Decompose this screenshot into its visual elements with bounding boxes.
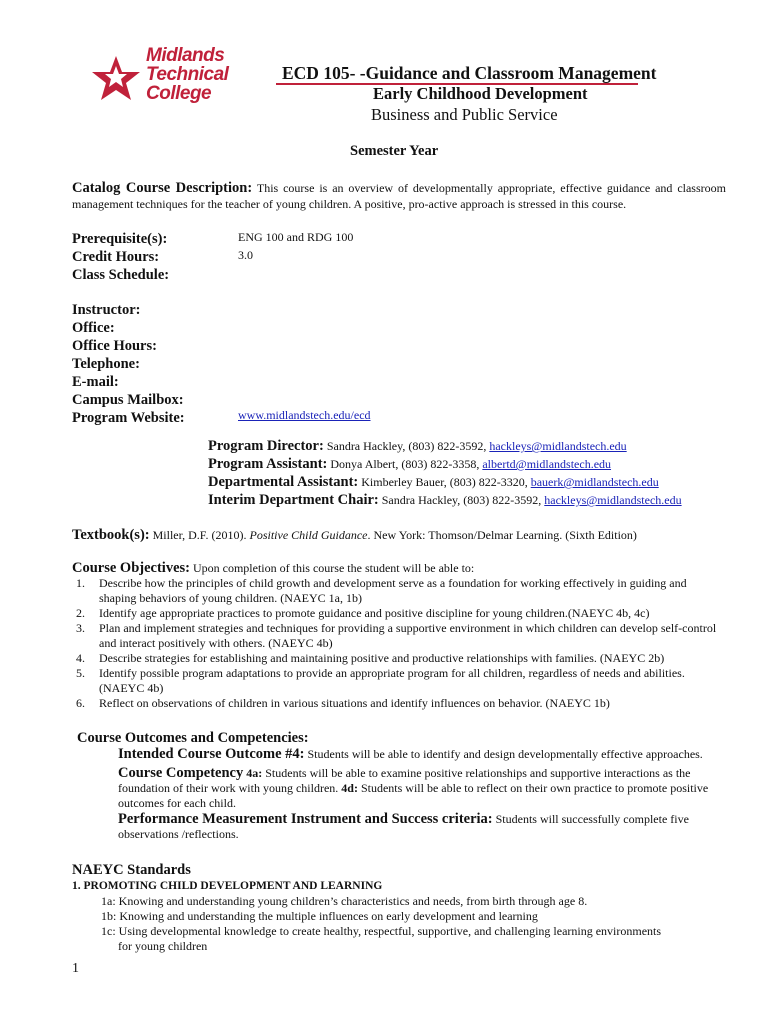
item-text: Identify age appropriate practices to promote guidance and positive discipline for young children.(NAEYC 4b, 4c) [99,606,650,620]
telephone-label: Telephone: [72,356,140,372]
class-schedule-label: Class Schedule: [72,267,170,283]
objectives-intro: Upon completion of this course the student will be able to: [192,561,475,575]
contact-email-link[interactable]: hackleys@midlandstech.edu [489,439,627,453]
course-title: ECD 105- -Guidance and Classroom Management [282,63,657,83]
logo-line-2: Technical [146,64,229,85]
textbook-label: Textbook(s): [72,527,150,543]
list-item [72,696,722,711]
intended-outcome-label: Intended Course Outcome #4: [118,746,305,762]
competency-4d-text: Students will be able to reflect on their own practice to promote positive outcomes for each child. [118,781,709,810]
contact-email-link[interactable]: hackleys@midlandstech.edu [544,493,682,507]
item-number: 4. [76,651,85,665]
objectives-list [72,576,722,711]
list-item [72,666,722,696]
page-number: 1 [72,961,79,976]
textbook-title: Positive Child Guidance [249,528,368,542]
contacts-block [208,437,682,509]
semester-label: Semester Year [350,143,439,159]
contact-role: Interim Department Chair: [208,492,379,508]
contact-row [208,473,682,491]
office-label: Office: [72,320,115,336]
campus-mailbox-label: Campus Mailbox: [72,392,184,408]
program-name: Early Childhood Development [373,84,588,103]
item-number: 1. [76,576,85,590]
catalog-description [72,180,726,212]
objectives-heading [72,560,474,577]
item-text: Reflect on observations of children in various situations and identify influences on behavior. (NAEYC 1b) [99,696,610,710]
contact-info: Donya Albert, (803) 822-3358, [330,457,480,471]
catalog-text: This course is an overview of developmentally appropriate, effective guidance and classroom management techniques for the teacher of young children. A positive, pro-active approach is stressed in this course. [72,181,726,211]
list-item [72,576,722,606]
pmi-text: Students will successfully complete five observations /reflections. [118,812,689,841]
division-name: Business and Public Service [371,105,558,124]
contact-email-link[interactable]: albertd@midlandstech.edu [482,457,612,471]
contact-email-link[interactable]: bauerk@midlandstech.edu [530,475,659,489]
item-text: Describe how the principles of child growth and development serve as a foundation for working effectively in guiding and shaping behaviors of young children. (NAEYC 1a, 1b) [99,576,687,605]
naeyc-1c-cont: for young children [118,939,208,953]
logo-line-1: Midlands [146,45,225,66]
item-text: Identify possible program adaptations to provide an appropriate program for all children, regardless of needs and abilities. (NAEYC 4b) [99,666,685,695]
credit-hours-value: 3.0 [238,248,253,262]
textbook-publisher: . New York: Thomson/Delmar Learning. (Sixth Edition) [367,528,637,542]
item-number: 2. [76,606,85,620]
contact-role: Program Director: [208,438,324,454]
naeyc-1a: 1a: Knowing and understanding young children’s characteristics and needs, from birth through age 8. [101,894,588,908]
naeyc-standard-1: 1. PROMOTING CHILD DEVELOPMENT AND LEARNING [72,880,383,892]
contact-role: Departmental Assistant: [208,474,359,490]
outcomes-heading: Course Outcomes and Competencies: [77,730,309,746]
contact-info: Sandra Hackley, (803) 822-3592, [381,493,542,507]
item-number: 5. [76,666,85,680]
contact-info: Sandra Hackley, (803) 822-3592, [326,439,487,453]
contact-row [208,491,682,509]
credit-hours-label: Credit Hours: [72,249,160,265]
naeyc-1c: 1c: Using developmental knowledge to create healthy, respectful, supportive, and challenging learning environments [101,924,662,938]
contact-info: Kimberley Bauer, (803) 822-3320, [361,475,528,489]
logo-line-3: College [146,83,212,104]
naeyc-heading: NAEYC Standards [72,862,191,878]
contact-role: Program Assistant: [208,456,328,472]
competency-4a-text: Students will be able to examine positive relationships and supportive interactions as the foundation of their work with young children. [118,766,691,795]
star-logo-icon [92,56,140,100]
email-label: E-mail: [72,374,119,390]
competency-4a-label: 4a: [246,766,263,780]
prereq-value: ENG 100 and RDG 100 [238,230,354,244]
program-website-link[interactable]: www.midlandstech.edu/ecd [238,408,371,422]
list-item [72,606,722,621]
item-text: Describe strategies for establishing and maintaining positive and productive relationships with families. (NAEYC 2b) [99,651,665,665]
pmi-label: Performance Measurement Instrument and Success criteria: [118,811,493,827]
intended-outcome-text: Students will be able to identify and design developmentally effective approaches. [307,747,703,761]
catalog-label: Catalog Course Description: [72,180,253,196]
competency-label: Course Competency [118,765,244,781]
item-number: 3. [76,621,85,635]
logo-text [146,46,228,103]
contact-row [208,455,682,473]
item-text: Plan and implement strategies and techniques for providing a supportive environment in which children can develop self-control and interact positively with others. (NAEYC 4b) [99,621,717,650]
objectives-label: Course Objectives: [72,560,190,576]
contact-row [208,437,682,455]
naeyc-1b: 1b: Knowing and understanding the multiple influences on early development and learning [101,909,538,923]
prereq-label: Prerequisite(s): [72,231,168,247]
course-competency [118,766,722,811]
program-website-label: Program Website: [72,410,185,426]
item-number: 6. [76,696,85,710]
performance-measurement [118,812,722,842]
office-hours-label: Office Hours: [72,338,157,354]
list-item [72,651,722,666]
competency-4d-label: 4d: [341,781,358,795]
textbook-author: Miller, D.F. (2010). [152,528,247,542]
list-item [72,621,722,651]
instructor-label: Instructor: [72,302,141,318]
textbook-line [72,527,637,544]
intended-outcome [118,747,722,762]
